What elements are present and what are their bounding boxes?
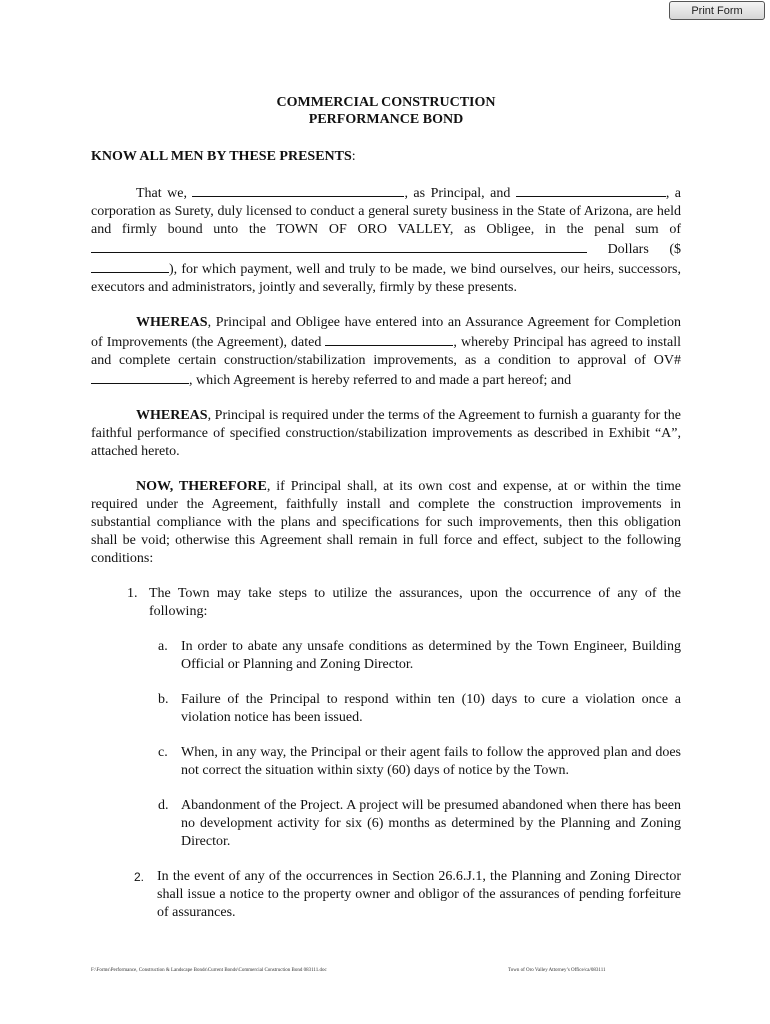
ov-number-field[interactable]	[91, 370, 189, 384]
sub-item-a	[91, 638, 681, 674]
document-title	[91, 94, 681, 128]
heading	[91, 148, 681, 166]
whereas-paragraph-1	[91, 314, 681, 390]
condition-item-2	[91, 868, 681, 922]
sub-item-b-number: b.	[158, 692, 169, 707]
parties-paragraph	[91, 183, 681, 297]
p1-text-b: , as Principal, and	[404, 186, 511, 201]
sub-item-d-number: d.	[158, 798, 169, 813]
p1-text-a: That we,	[136, 186, 187, 201]
principal-name-field[interactable]	[192, 183, 404, 197]
p1-text-c: ,	[665, 186, 670, 201]
item-2-text: In the event of any of the occurrences in Section 26.6.J.1, the Planning and Zoning Director shall issue a notice to the property owner and obligor of the assurances of pending forfeiture of assurances.	[157, 869, 681, 920]
condition-item-1	[91, 585, 681, 621]
p2-text-b: , whereby Principal has agreed to install and complete certain construction/stabilization improvements, as a condition to approval of OV#	[91, 335, 681, 368]
bond-document	[91, 94, 681, 922]
title-line-1: COMMERCIAL CONSTRUCTION	[276, 95, 496, 110]
item-1-text: The Town may take steps to utilize the assurances, upon the occurrence of any of the following:	[149, 586, 681, 619]
sub-item-b-text: Failure of the Principal to respond within ten (10) days to cure a violation once a violation notice has been issued.	[181, 692, 681, 725]
title-line-2: PERFORMANCE BOND	[308, 112, 464, 127]
p3-bold: WHEREAS	[136, 408, 208, 423]
p1-text-d: a corporation as Surety, duly licensed to conduct a general surety business in the State of Arizona, are held and firmly bound unto the TOWN OF ORO VALLEY, as Obligee, in the penal sum of	[91, 186, 682, 237]
sub-item-c-number: c.	[158, 745, 168, 760]
sub-item-d-text: Abandonment of the Project. A project will be presumed abandoned when there has been no development activity for six (6) months as determined by the Planning and Zoning Director.	[181, 798, 681, 849]
heading-text: KNOW ALL MEN BY THESE PRESENTS	[91, 149, 352, 164]
print-form-button[interactable]: Print Form	[669, 1, 765, 20]
sub-item-c-text: When, in any way, the Principal or their agent fails to follow the approved plan and does not correct the situation within sixty (60) days of notice by the Town.	[181, 745, 681, 778]
item-2-number: 2.	[134, 870, 145, 884]
heading-colon: :	[351, 149, 356, 164]
sub-item-d	[91, 797, 681, 851]
p3-text-a: , Principal is required under the terms of the Agreement to furnish a guaranty for the faithful performance of specified construction/stabilization improvements as described in Exhibit “A”, attached hereto.	[91, 408, 681, 459]
penal-sum-words-field[interactable]	[91, 239, 587, 253]
footer-office-ref: Town of Oro Valley Attorney’s Office/ca/083111	[508, 968, 606, 973]
p4-text-a: , if Principal shall, at its own cost and expense, at or within the time required under the Agreement, faithfully install and complete the construction improvements in substantial compliance with the plans and specifications for such improvements, then this obligation shall be void; otherwise this Agreement shall remain in full force and effect, subject to the following conditions:	[91, 479, 681, 566]
agreement-date-field[interactable]	[325, 332, 453, 346]
item-1-number: 1.	[127, 586, 138, 601]
surety-name-field[interactable]	[516, 183, 666, 197]
p2-text-a: , Principal and Obligee have entered into an Assurance Agreement for Completion of Improvements (the Agreement), dated	[91, 315, 681, 350]
sub-item-c	[91, 744, 681, 780]
p2-text-c: , which Agreement is hereby referred to and made a part hereof; and	[189, 373, 572, 388]
p1-text-f: ), for which payment, well and truly to be made, we bind ourselves, our heirs, successors, executors and administrators, jointly and severally, firmly by these presents.	[91, 262, 681, 295]
p2-bold: WHEREAS	[136, 315, 208, 330]
sub-item-b	[91, 691, 681, 727]
sub-item-a-number: a.	[158, 639, 168, 654]
sub-item-a-text: In order to abate any unsafe conditions as determined by the Town Engineer, Building Official or Planning and Zoning Director.	[181, 639, 681, 672]
penal-sum-amount-field[interactable]	[91, 259, 169, 273]
footer-file-path: F:\Forms\Performance, Construction & Landscape Bonds\Current Bonds\Commercial Construction Bond 083111.doc	[91, 968, 327, 973]
p1-text-e: Dollars ($	[607, 242, 681, 257]
whereas-paragraph-2	[91, 407, 681, 461]
now-therefore-paragraph	[91, 478, 681, 568]
p4-bold: NOW, THEREFORE	[136, 479, 267, 494]
